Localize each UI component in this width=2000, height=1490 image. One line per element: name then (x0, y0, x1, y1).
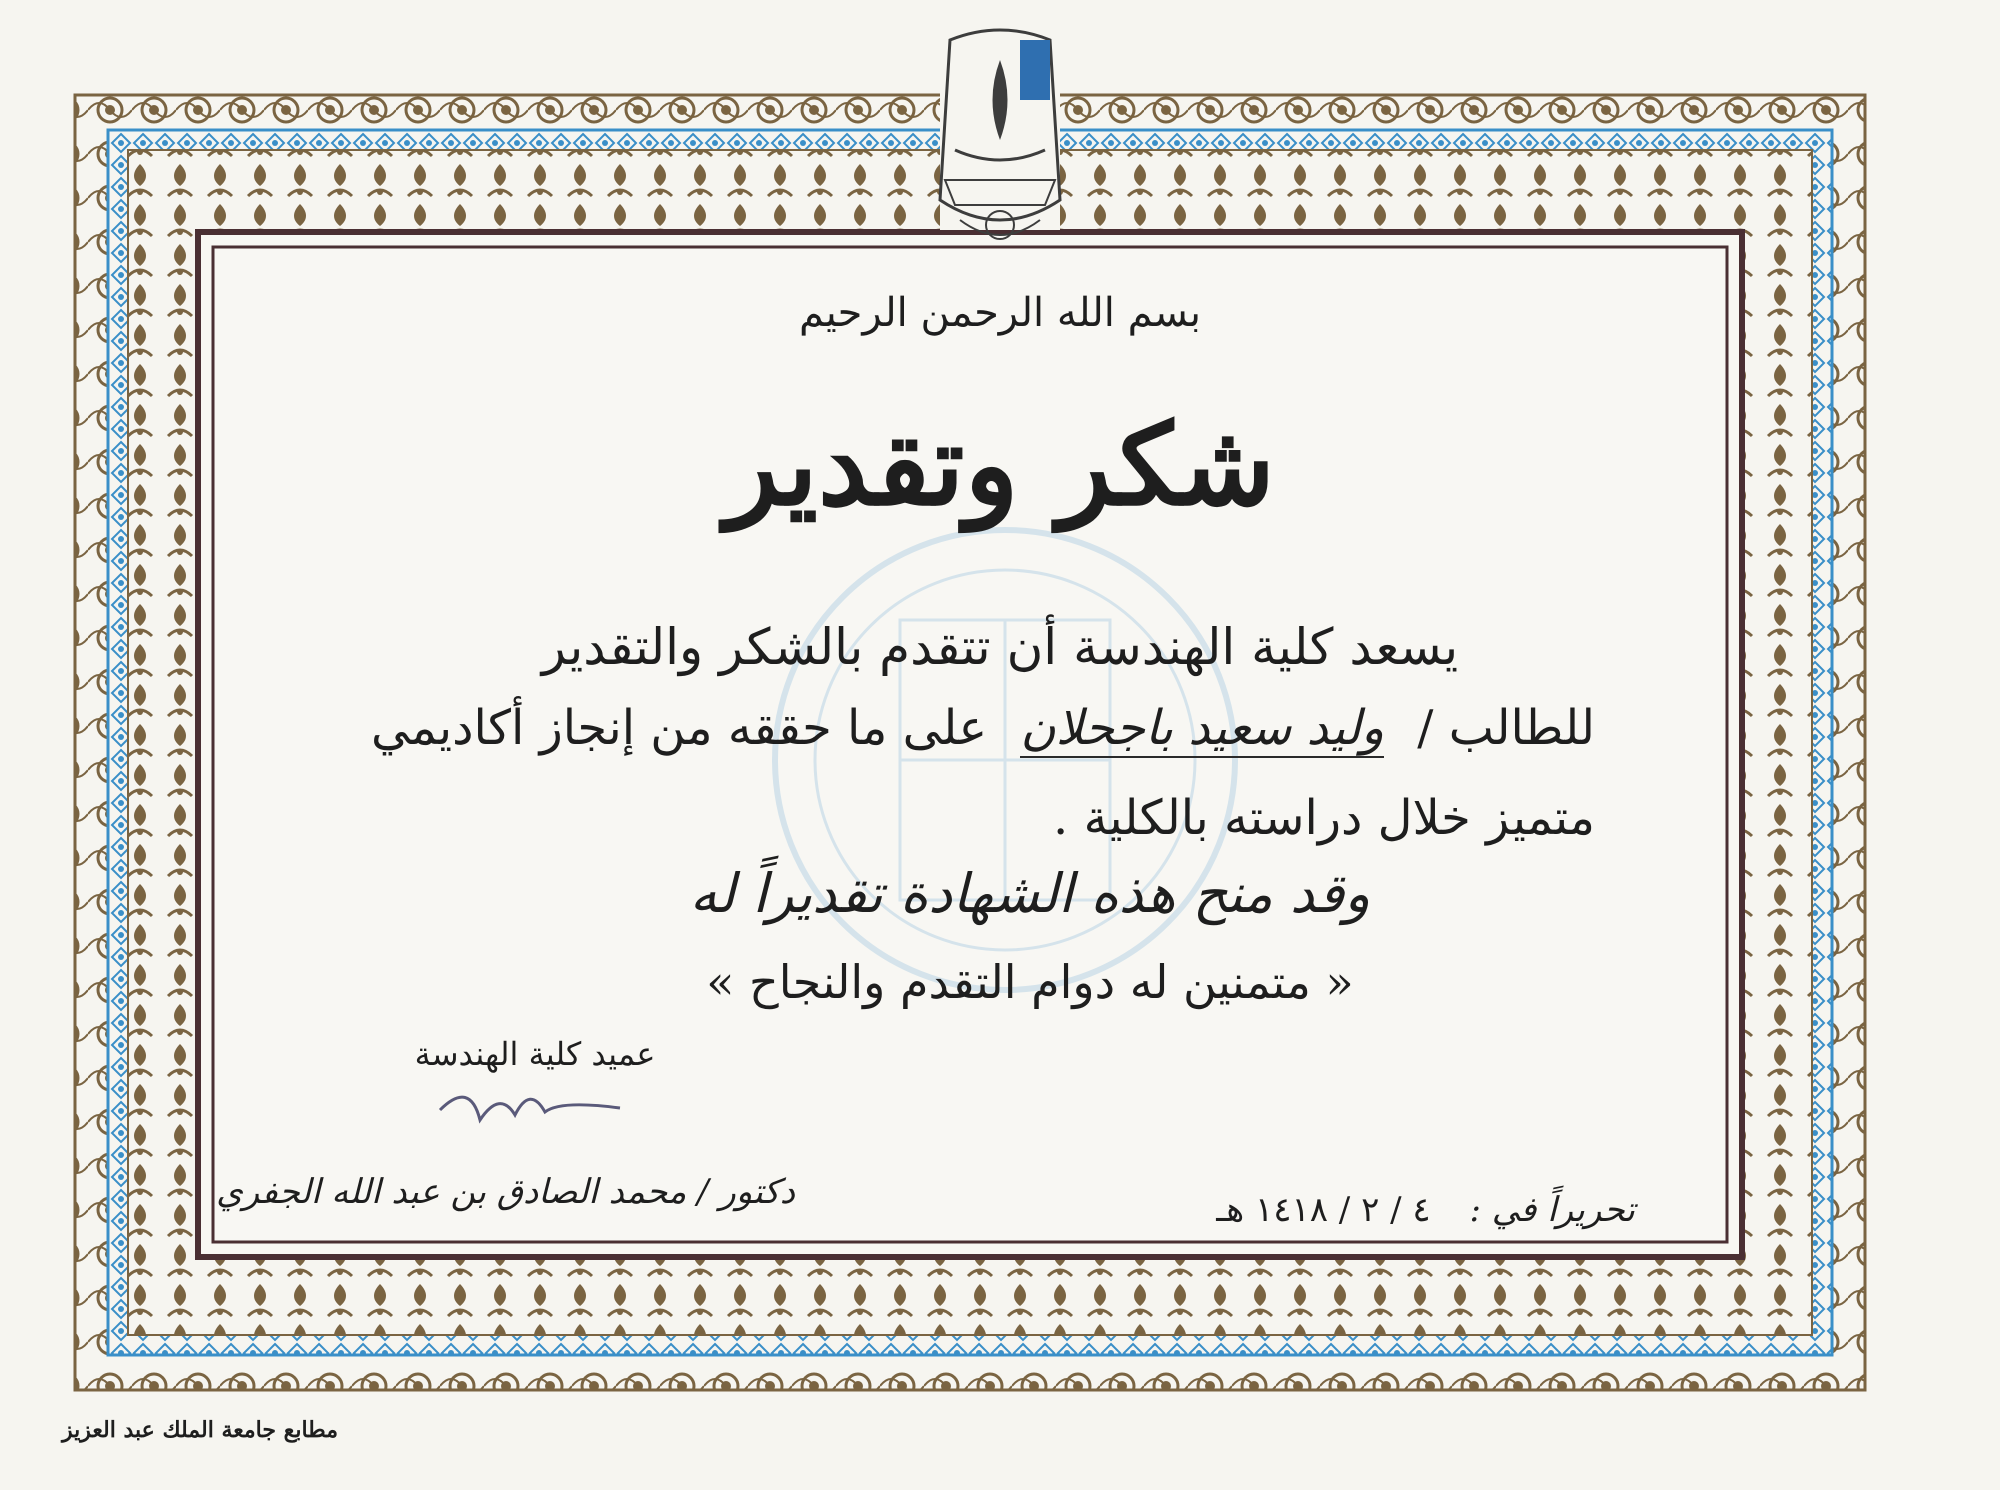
intro-line: يسعد كلية الهندسة أن تتقدم بالشكر والتقدير (541, 618, 1459, 676)
dean-title: عميد كلية الهندسة (414, 1035, 656, 1073)
wish-line: « متمنين له دوام التقدم والنجاح » (706, 955, 1354, 1009)
basmala: بسم الله الرحمن الرحيم (798, 290, 1202, 336)
certificate-title: شكر وتقدير (724, 400, 1276, 531)
award-line: وقد منح هذه الشهادة تقديراً له (689, 862, 1371, 925)
date-value: ٤ / ٢ / ١٤١٨ هـ (1216, 1190, 1431, 1230)
signatory-name: دكتور / محمد الصادق بن عبد الله الجفري (216, 1172, 795, 1212)
achievement-text: على ما حققه من إنجاز أكاديمي (371, 700, 988, 756)
issue-date (1216, 1190, 1635, 1230)
study-line: متميز خلال دراسته بالكلية . (1053, 790, 1595, 846)
student-prefix: للطالب / (1417, 700, 1595, 756)
student-name: وليد سعيد باجحلان (1020, 700, 1385, 756)
student-line (371, 700, 1595, 758)
university-logo (940, 30, 1060, 239)
printer-credit: مطابع جامعة الملك عبد العزيز (62, 1417, 338, 1443)
date-label: تحريراً في : (1469, 1190, 1635, 1230)
